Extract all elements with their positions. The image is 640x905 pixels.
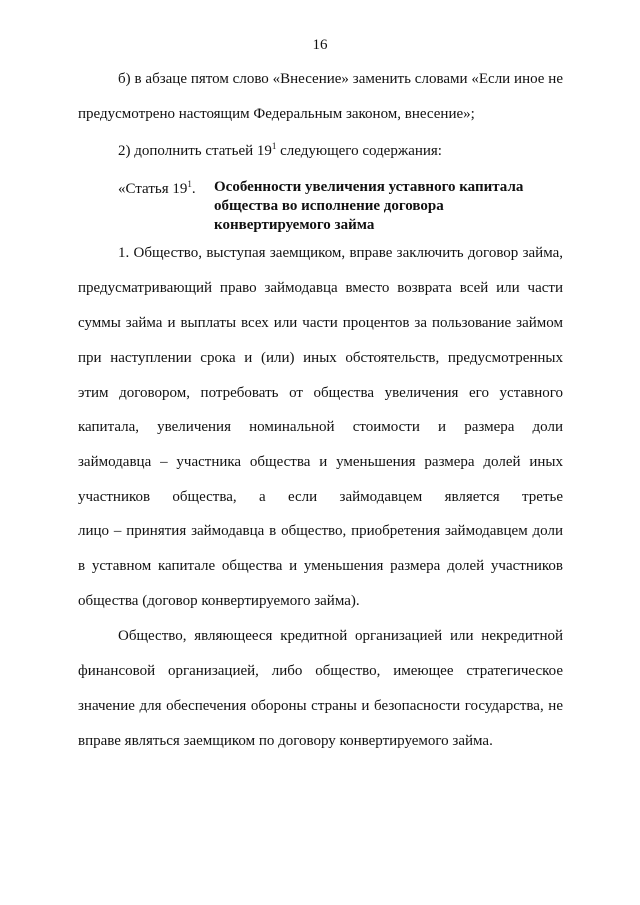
paragraph-1-line: этим договором, потребовать от общества увеличения его уставного (78, 385, 563, 401)
item-b-line-2: предусмотрено настоящим Федеральным законом, внесение»; (78, 106, 475, 122)
paragraph-1-line: общества (договор конвертируемого займа). (78, 593, 360, 609)
item-2-line (118, 142, 442, 160)
paragraph-1-line: лицо – принятия займодавца в общество, приобретения займодавцем доли (78, 523, 563, 539)
article-label (118, 180, 196, 198)
article-title-line: Особенности увеличения уставного капитала (214, 179, 524, 195)
paragraph-1-line: суммы займа и выплаты всех или части процентов за пользование займом (78, 315, 563, 331)
paragraph-2-line: Общество, являющееся кредитной организацией или некредитной (118, 628, 563, 644)
item-b-line-1: б) в абзаце пятом слово «Внесение» заменить словами «Если иное не (118, 71, 563, 87)
paragraph-1-line: займодавца – участника общества и уменьшения размера долей иных (78, 454, 563, 470)
paragraph-2-line: вправе являться заемщиком по договору конвертируемого займа. (78, 733, 493, 749)
item-2-prefix: 2) дополнить статьей 19 (118, 143, 272, 159)
article-title-line: общества во исполнение договора (214, 198, 444, 214)
paragraph-1-line: при наступлении срока и (или) иных обстоятельств, предусмотренных (78, 350, 563, 366)
paragraph-1-line: предусматривающий право займодавца вместо возврата всей или части (78, 280, 563, 296)
item-2-suffix: следующего содержания: (276, 143, 442, 159)
article-label-suffix: . (191, 181, 196, 197)
paragraph-1-line: участников общества, а если займодавцем является третье (78, 489, 563, 505)
item-2-superscript: 1 (271, 141, 277, 151)
article-label-prefix: «Статья 19 (118, 181, 188, 197)
article-title-line: конвертируемого займа (214, 217, 375, 233)
paragraph-2-line: финансовой организацией, либо общество, имеющее стратегическое (78, 663, 563, 679)
paragraph-1-line: в уставном капитале общества и уменьшения размера долей участников (78, 558, 563, 574)
paragraph-1-line: капитала, увеличения номинальной стоимости и размера доли (78, 419, 563, 435)
page-number: 16 (312, 37, 328, 53)
paragraph-1-line: 1. Общество, выступая заемщиком, вправе заключить договор займа, (118, 245, 563, 261)
article-label-superscript: 1 (187, 179, 192, 189)
paragraph-2-line: значение для обеспечения обороны страны и безопасности государства, не (78, 698, 563, 714)
article-title (214, 178, 554, 235)
